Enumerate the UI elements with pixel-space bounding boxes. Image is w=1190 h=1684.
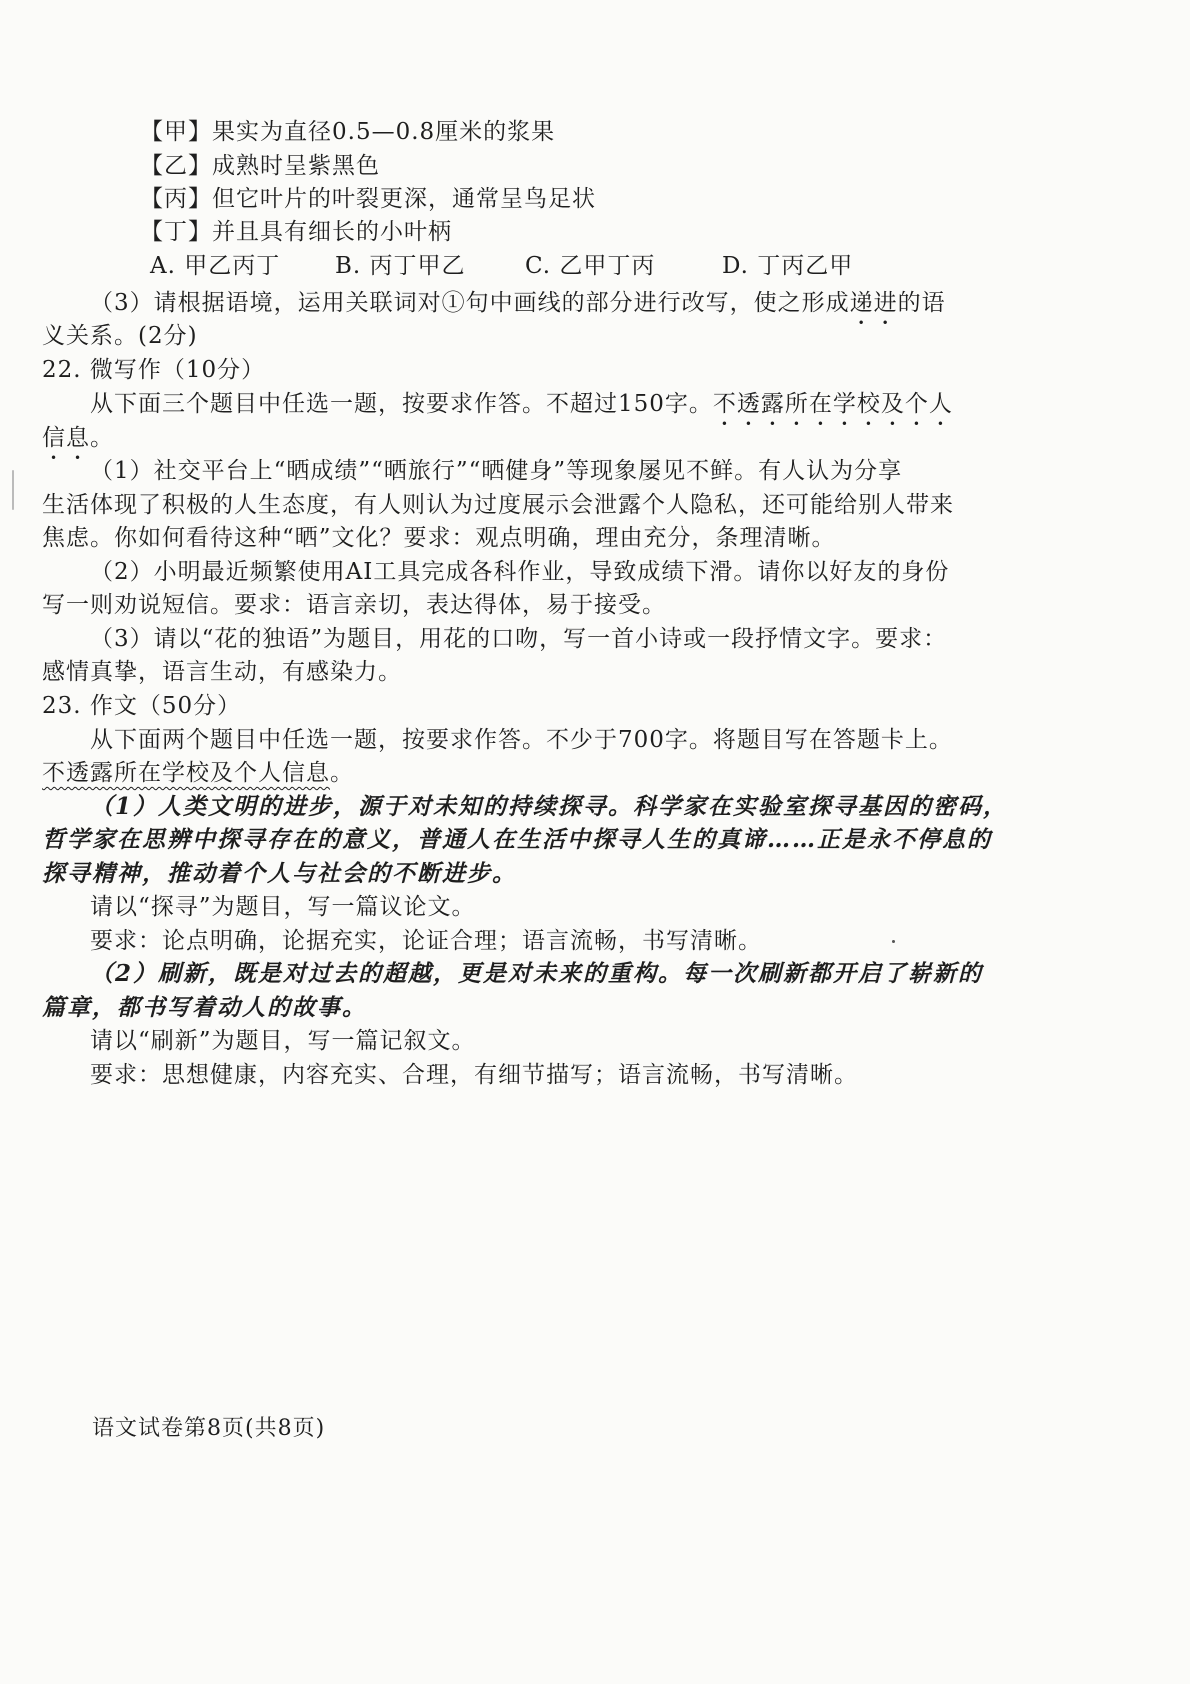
q21-option-ding: 【丁】并且具有细长的小叶柄 bbox=[140, 219, 452, 245]
q23-topic2-requirements: 要求：思想健康，内容充实、合理，有细节描写；语言流畅，书写清晰。 bbox=[90, 1062, 858, 1088]
q21-sub3-emphasis: 递进 bbox=[849, 290, 898, 316]
q23-intro-emphasis: 不透露所在学校及个人信息 bbox=[42, 760, 330, 786]
q22-topic1-line3: 焦虑。你如何看待这种“晒”文化？要求：观点明确，理由充分，条理清晰。 bbox=[42, 525, 836, 551]
q23-topic1-line1: （1）人类文明的进步，源于对未知的持续探寻。科学家在实验室探寻基因的密码， bbox=[90, 793, 1009, 820]
q21-option-bing: 【丙】但它叶片的叶裂更深，通常呈鸟足状 bbox=[140, 186, 596, 212]
q23-topic2-line1: （2）刷新，既是对过去的超越，更是对未来的重构。每一次刷新都开启了崭新的 bbox=[90, 960, 984, 987]
q21-sub3-text: （3）请根据语境，运用关联词对①句中画线的部分进行改写，使之形成 bbox=[90, 290, 850, 316]
q22-intro-emphasis-2: 信息 bbox=[42, 425, 90, 451]
q22-topic2-line2: 写一则劝说短信。要求：语言亲切，表达得体，易于接受。 bbox=[42, 592, 666, 618]
q22-title: 22. 微写作（10分） bbox=[42, 357, 266, 383]
q21-sub3-tail: 的语 bbox=[897, 290, 946, 316]
q21-sub3-line2: 义关系。(2分) bbox=[42, 323, 198, 349]
q22-intro-line1 bbox=[90, 388, 953, 431]
scan-mark bbox=[12, 470, 14, 510]
q23-topic1-line3: 探寻精神，推动着个人与社会的不断进步。 bbox=[42, 860, 517, 887]
q23-title: 23. 作文（50分） bbox=[42, 693, 242, 719]
q22-topic2-line1: （2）小明最近频繁使用AI工具完成各科作业，导致成绩下滑。请你以好友的身份 bbox=[90, 559, 950, 585]
q21-sub3-line1 bbox=[90, 287, 946, 330]
q21-choice-d: D. 丁丙乙甲 bbox=[722, 253, 854, 279]
q22-topic1-line2: 生活体现了积极的人生态度，有人则认为过度展示会泄露个人隐私，还可能给别人带来 bbox=[42, 492, 954, 518]
q23-topic2-line2: 篇章，都书写着动人的故事。 bbox=[42, 994, 367, 1021]
q21-choice-c: C. 乙甲丁丙 bbox=[525, 253, 656, 279]
q22-topic3-line2: 感情真挚，语言生动，有感染力。 bbox=[42, 659, 402, 685]
q23-topic1-requirements: 要求：论点明确，论据充实，论证合理；语言流畅，书写清晰。 bbox=[90, 928, 762, 954]
q23-intro-end: 。 bbox=[330, 760, 354, 786]
q23-topic1-line2: 哲学家在思辨中探寻存在的意义，普通人在生活中探寻人生的真谛……正是永不停息的 bbox=[42, 826, 992, 853]
q21-choice-a: A. 甲乙丙丁 bbox=[150, 253, 281, 279]
q22-topic1-line1: （1）社交平台上“晒成绩”“晒旅行”“晒健身”等现象屡见不鲜。有人认为分享 bbox=[90, 458, 903, 484]
q23-intro-line1: 从下面两个题目中任选一题，按要求作答。不少于700字。将题目写在答题卡上。 bbox=[90, 727, 953, 753]
q21-option-yi: 【乙】成熟时呈紫黑色 bbox=[140, 153, 380, 179]
q23-topic2-task: 请以“刷新”为题目，写一篇记叙文。 bbox=[90, 1028, 476, 1054]
q21-option-jia: 【甲】果实为直径0.5—0.8厘米的浆果 bbox=[140, 119, 556, 145]
page-footer: 语文试卷第8页(共8页) bbox=[92, 1416, 326, 1441]
q22-intro-emphasis: 不透露所在学校及个人 bbox=[712, 391, 953, 417]
q22-intro-text: 从下面三个题目中任选一题，按要求作答。不超过150字。 bbox=[90, 391, 713, 417]
q22-intro-end: 。 bbox=[90, 425, 114, 451]
q21-choice-b: B. 丙丁甲乙 bbox=[335, 253, 466, 279]
scan-speck bbox=[892, 940, 895, 943]
q23-intro-line2 bbox=[42, 757, 354, 789]
q23-topic1-task: 请以“探寻”为题目，写一篇议论文。 bbox=[90, 894, 476, 920]
q22-topic3-line1: （3）请以“花的独语”为题目，用花的口吻，写一首小诗或一段抒情文字。要求： bbox=[90, 626, 948, 652]
